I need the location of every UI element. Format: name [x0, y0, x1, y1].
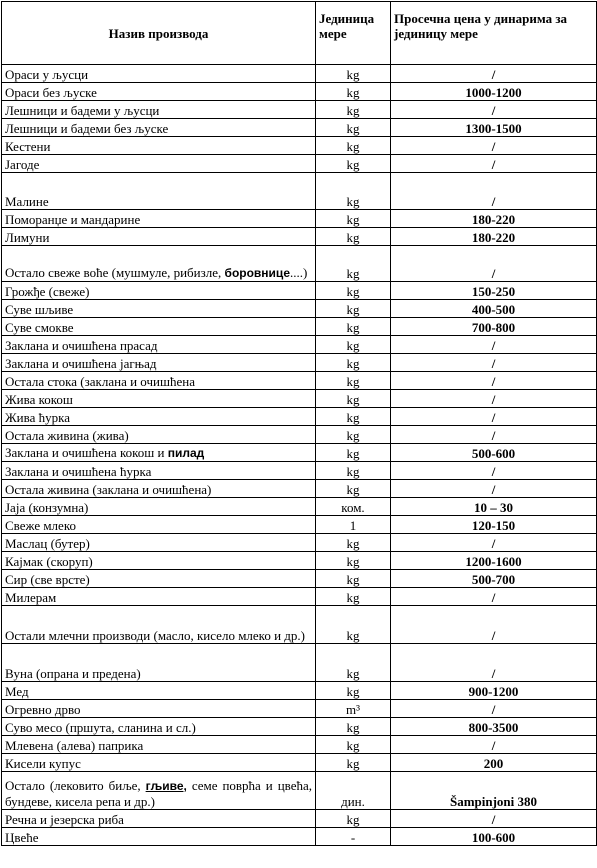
product-name-part: ....) — [290, 265, 308, 280]
price-cell: 10 – 30 — [391, 498, 597, 516]
table-row — [2, 462, 597, 480]
product-name: Поморанџе и мандарине — [2, 210, 316, 228]
table-row — [2, 354, 597, 372]
product-name: Млевена (алева) паприка — [2, 736, 316, 754]
table-row — [2, 498, 597, 516]
table-row — [2, 534, 597, 552]
price-cell: / — [391, 426, 597, 444]
unit-cell: kg — [316, 372, 391, 390]
table-row — [2, 228, 597, 246]
product-name: Вуна (опрана и предена) — [2, 644, 316, 682]
unit-cell: kg — [316, 300, 391, 318]
product-name: Јагоде — [2, 155, 316, 173]
unit-cell: - — [316, 828, 391, 846]
price-cell: 500-700 — [391, 570, 597, 588]
product-name — [2, 444, 316, 462]
unit-cell: kg — [316, 228, 391, 246]
unit-cell: kg — [316, 644, 391, 682]
unit-cell: kg — [316, 444, 391, 462]
product-name: Ораси без љуске — [2, 83, 316, 101]
table-row — [2, 444, 597, 462]
price-cell: / — [391, 588, 597, 606]
price-cell: / — [391, 408, 597, 426]
price-cell: / — [391, 736, 597, 754]
product-name-part: семе поврћа и цвећа, бундеве, кисела репа и др.) — [5, 778, 312, 809]
price-cell: / — [391, 65, 597, 83]
table-row — [2, 372, 597, 390]
price-cell: / — [391, 354, 597, 372]
product-name: Маслац (бутер) — [2, 534, 316, 552]
price-cell: 1000-1200 — [391, 83, 597, 101]
product-header: Назив производа — [2, 2, 316, 65]
product-name: Сир (све врсте) — [2, 570, 316, 588]
product-name: Суве шљиве — [2, 300, 316, 318]
unit-cell: kg — [316, 210, 391, 228]
price-cell: 400-500 — [391, 300, 597, 318]
price-cell: / — [391, 810, 597, 828]
header-row — [2, 2, 597, 65]
price-cell: / — [391, 606, 597, 644]
product-name: Кајмак (скоруп) — [2, 552, 316, 570]
unit-cell: kg — [316, 137, 391, 155]
unit-cell: kg — [316, 588, 391, 606]
unit-cell: kg — [316, 682, 391, 700]
unit-cell: kg — [316, 173, 391, 210]
product-name: Лешници и бадеми у љусци — [2, 101, 316, 119]
table-row — [2, 210, 597, 228]
product-name — [2, 246, 316, 282]
price-cell: / — [391, 101, 597, 119]
unit-cell: kg — [316, 282, 391, 300]
unit-cell: kg — [316, 354, 391, 372]
price-cell: 500-600 — [391, 444, 597, 462]
unit-cell: ком. — [316, 498, 391, 516]
unit-cell: kg — [316, 101, 391, 119]
price-cell: / — [391, 336, 597, 354]
product-name-part: Заклана и очишћена кокош и — [5, 445, 165, 460]
price-cell: 180-220 — [391, 210, 597, 228]
product-name: Лимуни — [2, 228, 316, 246]
unit-cell: kg — [316, 736, 391, 754]
product-name: Цвеће — [2, 828, 316, 846]
unit-cell: kg — [316, 83, 391, 101]
unit-cell: kg — [316, 408, 391, 426]
product-name: Остала живина (заклана и очишћена) — [2, 480, 316, 498]
table-row — [2, 644, 597, 682]
table-row — [2, 772, 597, 810]
product-name: Грожђе (свеже) — [2, 282, 316, 300]
price-cell: / — [391, 173, 597, 210]
price-cell: / — [391, 155, 597, 173]
table-row — [2, 246, 597, 282]
product-name: Остала живина (жива) — [2, 426, 316, 444]
table-row — [2, 736, 597, 754]
table-row — [2, 83, 597, 101]
unit-cell: kg — [316, 426, 391, 444]
product-name: Милерам — [2, 588, 316, 606]
table-row — [2, 754, 597, 772]
price-cell: 800-3500 — [391, 718, 597, 736]
unit-cell: kg — [316, 570, 391, 588]
price-cell: 1300-1500 — [391, 119, 597, 137]
price-cell: 120-150 — [391, 516, 597, 534]
unit-cell: kg — [316, 462, 391, 480]
price-cell: 100-600 — [391, 828, 597, 846]
product-name: Заклана и очишћена ћурка — [2, 462, 316, 480]
table-row — [2, 390, 597, 408]
unit-cell: kg — [316, 155, 391, 173]
table-row — [2, 137, 597, 155]
unit-cell: kg — [316, 810, 391, 828]
unit-cell: kg — [316, 336, 391, 354]
product-name: Остала стока (заклана и очишћена — [2, 372, 316, 390]
unit-cell: kg — [316, 754, 391, 772]
unit-cell: 1 — [316, 516, 391, 534]
table-row — [2, 173, 597, 210]
product-name-part: Остало свеже воће (мушмуле, рибизле, — [5, 265, 222, 280]
table-row — [2, 570, 597, 588]
table-row — [2, 588, 597, 606]
price-cell: / — [391, 534, 597, 552]
table-row — [2, 300, 597, 318]
product-name — [2, 772, 316, 810]
table-row — [2, 119, 597, 137]
table-row — [2, 552, 597, 570]
unit-cell: kg — [316, 718, 391, 736]
unit-cell: kg — [316, 606, 391, 644]
product-name-part: Остало (лековито биље, — [5, 778, 141, 793]
product-name: Остали млечни производи (масло, кисело млеко и др.) — [2, 606, 316, 644]
price-cell: 150-250 — [391, 282, 597, 300]
table-row — [2, 828, 597, 846]
product-name: Жива кокош — [2, 390, 316, 408]
table-row — [2, 606, 597, 644]
product-name: Заклана и очишћена прасад — [2, 336, 316, 354]
product-name: Јаја (конзумна) — [2, 498, 316, 516]
price-cell: 1200-1600 — [391, 552, 597, 570]
product-name: Малине — [2, 173, 316, 210]
table-row — [2, 480, 597, 498]
table-row — [2, 336, 597, 354]
table-row — [2, 408, 597, 426]
table-row — [2, 718, 597, 736]
price-cell: 200 — [391, 754, 597, 772]
product-name: Свеже млеко — [2, 516, 316, 534]
unit-cell: kg — [316, 534, 391, 552]
product-name: Огревно дрво — [2, 700, 316, 718]
product-name-emphasis: боровнице — [224, 266, 290, 280]
price-cell: / — [391, 390, 597, 408]
price-cell: / — [391, 700, 597, 718]
price-cell: 700-800 — [391, 318, 597, 336]
price-cell: 180-220 — [391, 228, 597, 246]
unit-cell: kg — [316, 318, 391, 336]
price-cell: / — [391, 372, 597, 390]
product-name: Лешници и бадеми без љуске — [2, 119, 316, 137]
unit-cell: kg — [316, 246, 391, 282]
table-row — [2, 282, 597, 300]
price-cell: / — [391, 137, 597, 155]
table-row — [2, 700, 597, 718]
price-cell: Šampinjoni 380 — [391, 772, 597, 810]
product-name: Жива ћурка — [2, 408, 316, 426]
product-name: Суве смокве — [2, 318, 316, 336]
unit-cell: kg — [316, 552, 391, 570]
table-row — [2, 101, 597, 119]
table-row — [2, 155, 597, 173]
unit-cell: m³ — [316, 700, 391, 718]
unit-cell: kg — [316, 390, 391, 408]
unit-header: Јединица мере — [316, 2, 391, 65]
unit-cell: дин. — [316, 772, 391, 810]
product-name-emphasis: пилад — [167, 446, 205, 460]
product-name: Ораси у љусци — [2, 65, 316, 83]
price-cell: 900-1200 — [391, 682, 597, 700]
price-cell: / — [391, 462, 597, 480]
table-row — [2, 318, 597, 336]
product-name: Мед — [2, 682, 316, 700]
product-name: Суво месо (пршута, сланина и сл.) — [2, 718, 316, 736]
product-name: Речна и језерска риба — [2, 810, 316, 828]
product-name: Заклана и очишћена јагњад — [2, 354, 316, 372]
product-name: Кисели купус — [2, 754, 316, 772]
table-row — [2, 426, 597, 444]
unit-cell: kg — [316, 65, 391, 83]
price-table — [1, 1, 597, 846]
table-row — [2, 516, 597, 534]
price-cell: / — [391, 246, 597, 282]
table-row — [2, 682, 597, 700]
product-name-emphasis: гљиве, — [145, 779, 187, 793]
table-row — [2, 65, 597, 83]
table-row — [2, 810, 597, 828]
price-cell: / — [391, 644, 597, 682]
price-cell: / — [391, 480, 597, 498]
unit-cell: kg — [316, 119, 391, 137]
unit-cell: kg — [316, 480, 391, 498]
product-name: Кестени — [2, 137, 316, 155]
price-header: Просечна цена у динарима за јединицу мере — [391, 2, 597, 65]
